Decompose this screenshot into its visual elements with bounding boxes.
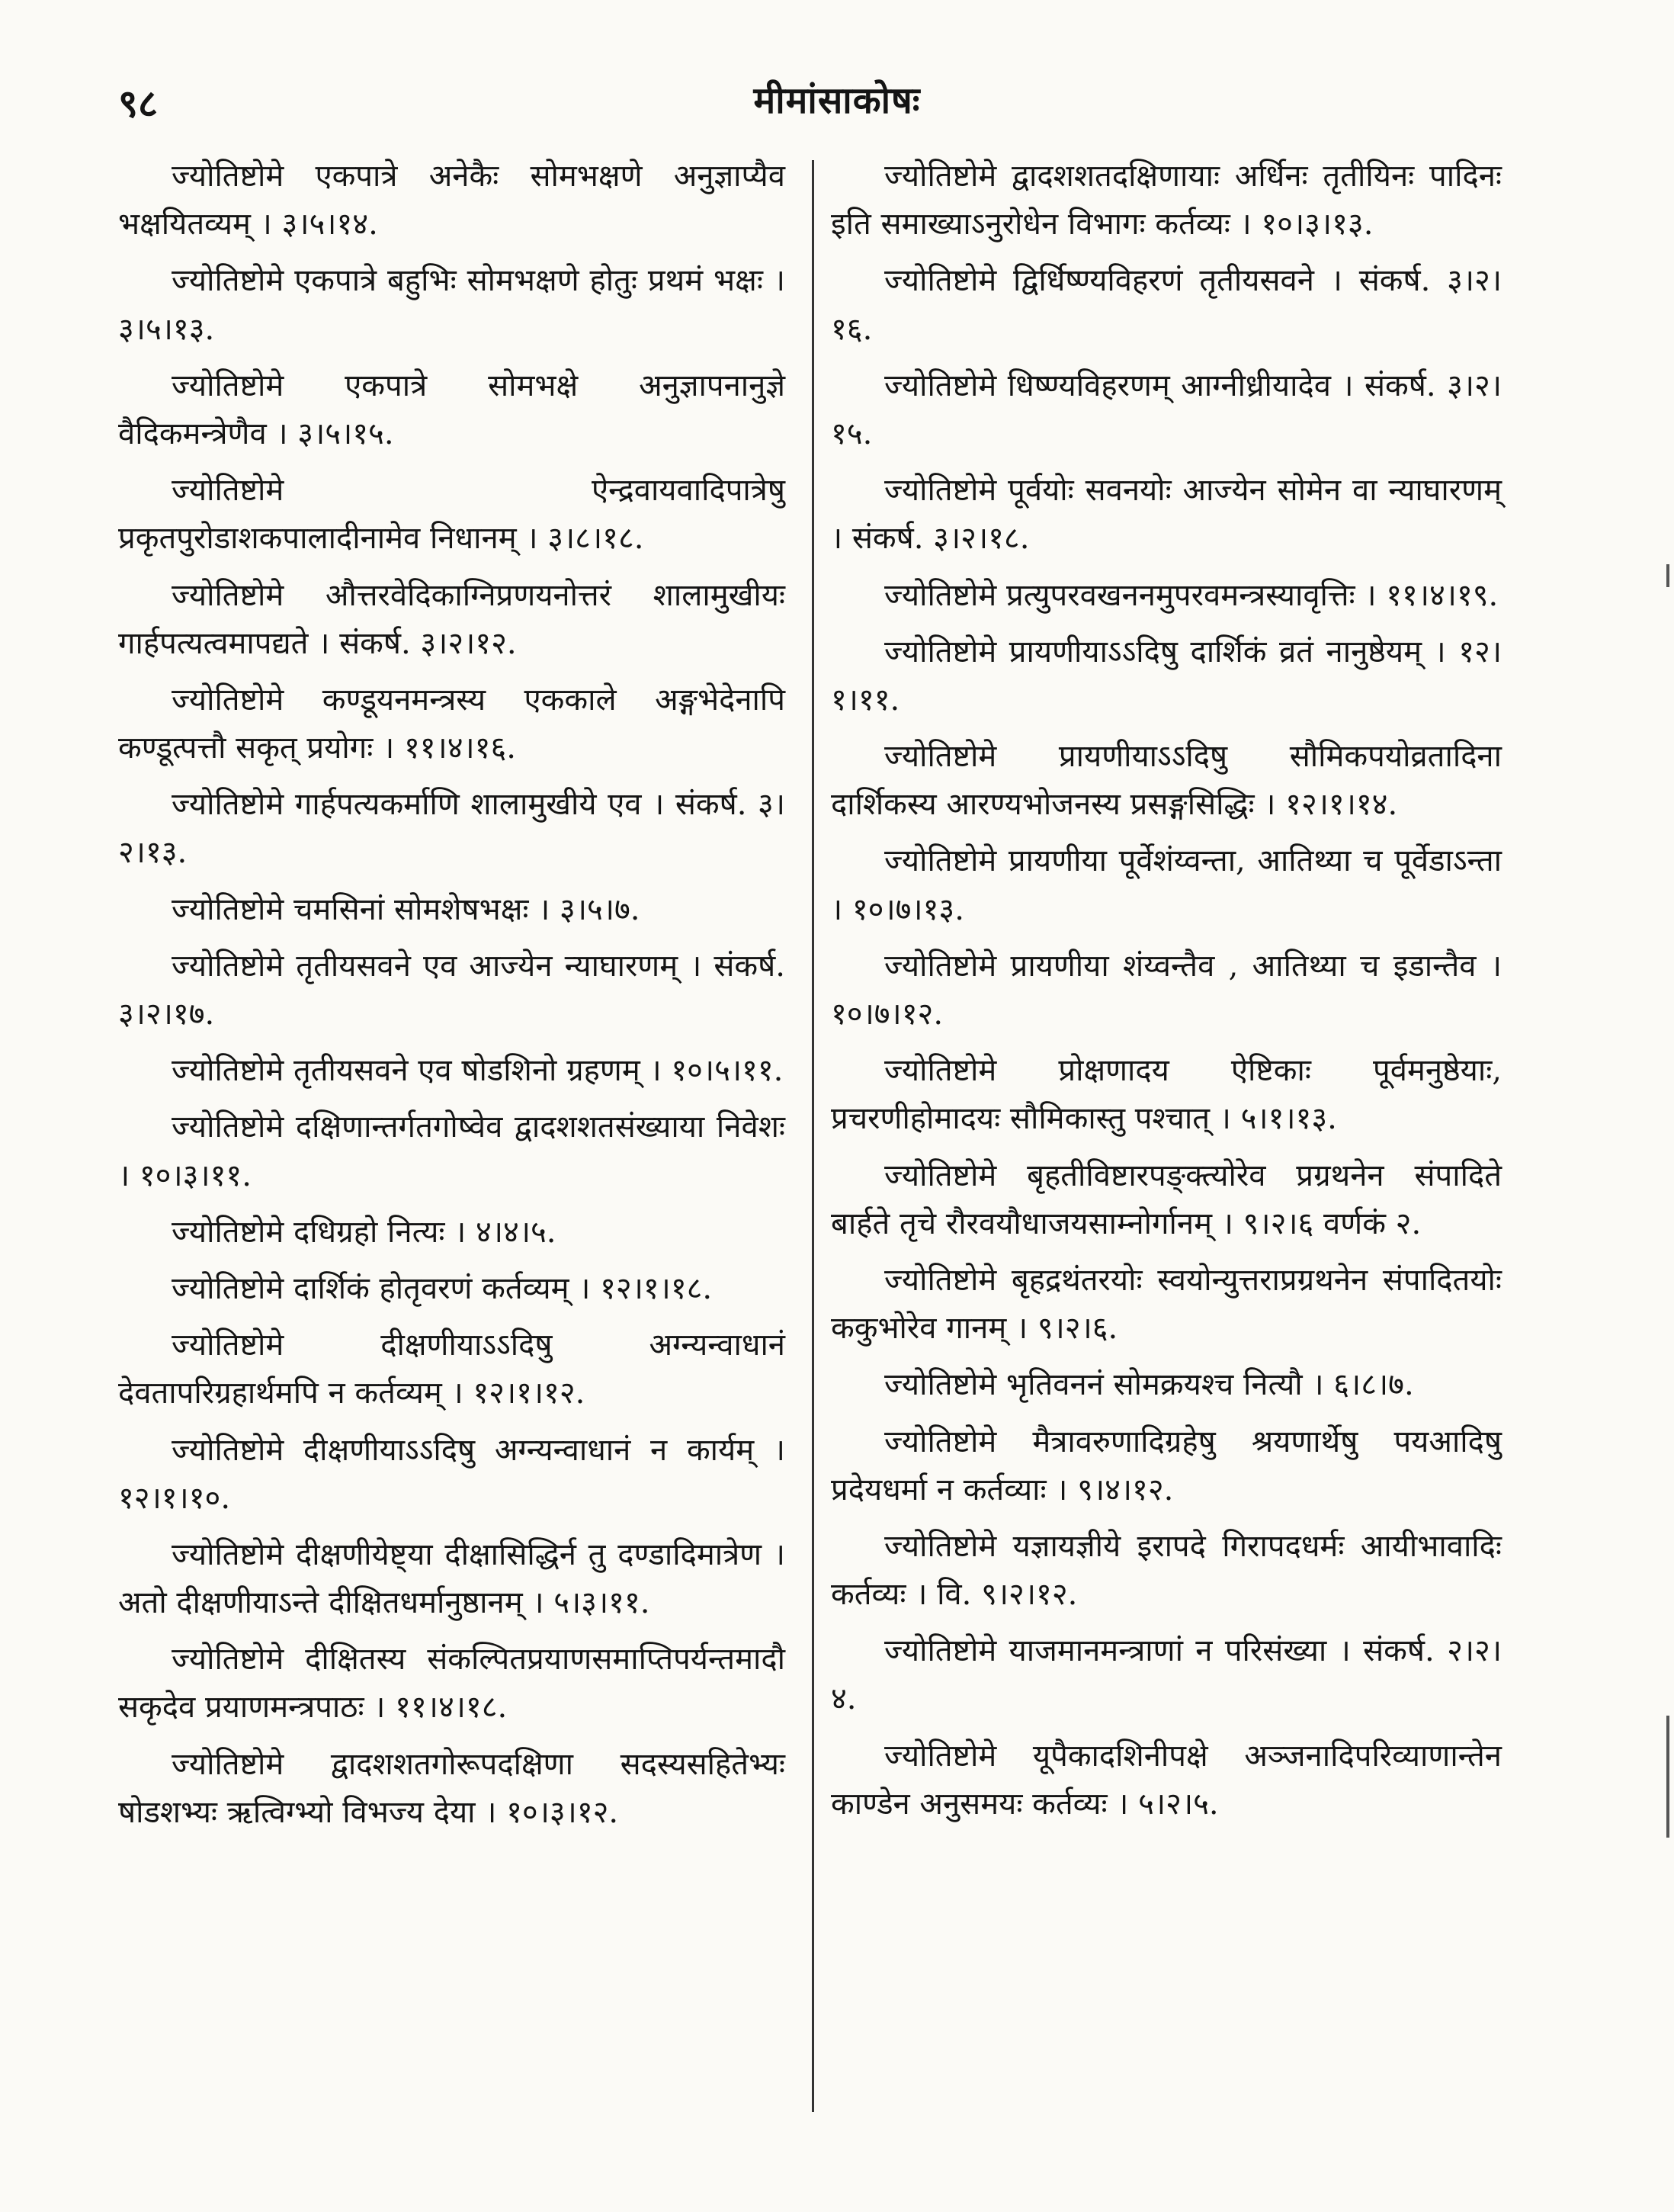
list-item: ज्योतिष्टोमे एकपात्रे अनेकैः सोमभक्षणे अनुज्ञाप्यैव भक्षयितव्यम् । ३।५।१४. <box>118 159 785 242</box>
list-item: ज्योतिष्टोमे औत्तरवेदिकाग्निप्रणयनोत्तरं शालामुखीयः गार्हपत्यत्वमापद्यते । संकर्ष. ३।२।१२. <box>118 577 785 661</box>
list-item: ज्योतिष्टोमे चमसिनां सोमशेषभक्षः । ३।५।७. <box>172 891 640 927</box>
list-item: ज्योतिष्टोमे भृतिवननं सोमक्रयश्च नित्यौ । ६।८।७. <box>884 1367 1414 1403</box>
list-item: ज्योतिष्टोमे मैत्रावरुणादिग्रहेषु श्रयणार्थेषु पयआदिषु प्रदेयधर्मा न कर्तव्याः । ९।४।१२. <box>831 1424 1502 1507</box>
list-item: ज्योतिष्टोमे द्विर्धिष्ण्यविहरणं तृतीयसवने । संकर्ष. ३।२।१६. <box>831 263 1502 347</box>
list-item: ज्योतिष्टोमे दक्षिणान्तर्गतगोष्वेव द्वादशशतसंख्याया निवेशः । १०।३।११. <box>118 1109 785 1193</box>
column-divider <box>812 160 814 2112</box>
list-item: ज्योतिष्टोमे पूर्वयोः सवनयोः आज्येन सोमेन वा न्याघारणम् । संकर्ष. ३।२।१८. <box>831 473 1502 557</box>
list-item: ज्योतिष्टोमे द्वादशशतदक्षिणायाः अर्धिनः तृतीयिनः पादिनः इति समाख्याऽनुरोधेन विभागः कर्तव्यः । १०।३।१३. <box>831 159 1502 242</box>
list-item: ज्योतिष्टोमे प्रोक्षणादय ऐष्टिकाः पूर्वमनुष्ठेयाः, प्रचरणीहोमादयः सौमिकास्तु पश्चात् । ५।१।१३. <box>831 1053 1502 1137</box>
list-item: ज्योतिष्टोमे बृहतीविष्टारपङ्क्त्योरेव प्रग्रथनेन संपादिते बार्हते तृचे रौरवयौधाजयसाम्नोर्गानम् । ९।२।६ वर्णकं २. <box>831 1157 1502 1241</box>
list-item: ज्योतिष्टोमे ऐन्द्रवायवादिपात्रेषु प्रकृतपुरोडाशकपालादीनामेव निधानम् । ३।८।१८. <box>118 473 785 557</box>
list-item: ज्योतिष्टोमे द्वादशशतगोरूपदक्षिणा सदस्यसहितेभ्यः षोडशभ्यः ऋत्विग्भ्यो विभज्य देया । १०।३।१२. <box>118 1746 785 1830</box>
scan-edge-mark <box>1666 1716 1669 1838</box>
list-item: ज्योतिष्टोमे गार्हपत्यकर्माणि शालामुखीये एव । संकर्ष. ३।२।१३. <box>118 787 785 871</box>
page-title: मीमांसाकोषः <box>753 79 921 122</box>
scan-edge-mark <box>1666 564 1669 587</box>
list-item: ज्योतिष्टोमे दार्शिकं होतृवरणं कर्तव्यम् । १२।१।१८. <box>172 1270 713 1306</box>
left-column <box>118 152 785 1845</box>
list-item: ज्योतिष्टोमे बृहद्रथंतरयोः स्वयोन्युत्तराप्रग्रथनेन संपादितयोः ककुभोरेव गानम् । ९।२।६. <box>831 1262 1502 1347</box>
list-item: ज्योतिष्टोमे प्रायणीया पूर्वेशंय्वन्ता, आतिथ्या च पूर्वेडाऽन्ता । १०।७।१३. <box>831 843 1502 927</box>
list-item: ज्योतिष्टोमे प्रायणीयाऽऽदिषु सौमिकपयोव्रतादिना दार्शिकस्य आरण्यभोजनस्य प्रसङ्गसिद्धिः । १२।१।१४. <box>831 739 1502 823</box>
list-item: ज्योतिष्टोमे यूपैकादशिनीपक्षे अञ्जनादिपरिव्याणान्तेन काण्डेन अनुसमयः कर्तव्यः । ५।२।५. <box>831 1738 1502 1822</box>
list-item: ज्योतिष्टोमे प्रायणीया शंय्वन्तैव , आतिथ्या च इडान्तैव । १०।७।१२. <box>831 948 1502 1032</box>
list-item: ज्योतिष्टोमे यज्ञायज्ञीये इरापदे गिरापदधर्मः आयीभावादिः कर्तव्यः । वि. ९।२।१२. <box>831 1528 1502 1613</box>
list-item: ज्योतिष्टोमे दधिग्रहो नित्यः । ४।४।५. <box>172 1214 556 1250</box>
list-item: ज्योतिष्टोमे दीक्षितस्य संकल्पितप्रयाणसमाप्तिपर्यन्तमादौ सकृदेव प्रयाणमन्त्रपाठः । ११।४।१८. <box>118 1642 785 1726</box>
list-item: ज्योतिष्टोमे धिष्ण्यविहरणम् आग्नीध्रीयादेव । संकर्ष. ३।२।१५. <box>831 368 1502 451</box>
list-item: ज्योतिष्टोमे याजमानमन्त्राणां न परिसंख्या । संकर्ष. २।२।४. <box>831 1633 1502 1717</box>
list-item: ज्योतिष्टोमे एकपात्रे सोमभक्षे अनुज्ञापनानुज्ञे वैदिकमन्त्रेणैव । ३।५।१५. <box>118 368 785 451</box>
list-item: ज्योतिष्टोमे तृतीयसवने एव आज्येन न्याघारणम् । संकर्ष. ३।२।१७. <box>118 948 785 1032</box>
list-item: ज्योतिष्टोमे दीक्षणीयाऽऽदिषु अग्न्यन्वाधानं देवतापरिग्रहार्थमपि न कर्तव्यम् । १२।१।१२. <box>118 1328 785 1411</box>
list-item: ज्योतिष्टोमे कण्डूयनमन्त्रस्य एककाले अङ्गभेदेनापि कण्डूत्पत्तौ सकृत् प्रयोगः । ११।४।१६. <box>118 682 785 766</box>
right-column <box>831 152 1502 1837</box>
list-item: ज्योतिष्टोमे प्रायणीयाऽऽदिषु दार्शिकं व्रतं नानुष्ठेयम् । १२।१।११. <box>831 634 1502 718</box>
list-item: ज्योतिष्टोमे तृतीयसवने एव षोडशिनो ग्रहणम् । १०।५।११. <box>172 1053 784 1089</box>
list-item: ज्योतिष्टोमे दीक्षणीयाऽऽदिषु अग्न्यन्वाधानं न कार्यम् । १२।१।१०. <box>118 1432 785 1516</box>
list-item: ज्योतिष्टोमे प्रत्युपरवखननमुपरवमन्त्रस्यावृत्तिः । ११।४।१९. <box>884 577 1499 613</box>
page-number: ९८ <box>118 81 158 126</box>
list-item: ज्योतिष्टोमे दीक्षणीयेष्ट्या दीक्षासिद्धिर्न तु दण्डादिमात्रेण । अतो दीक्षणीयाऽन्ते दीक्षितधर्मानुष्ठानम् । ५।३।११. <box>118 1536 785 1621</box>
list-item: ज्योतिष्टोमे एकपात्रे बहुभिः सोमभक्षणे होतुः प्रथमं भक्षः । ३।५।१३. <box>118 263 785 347</box>
